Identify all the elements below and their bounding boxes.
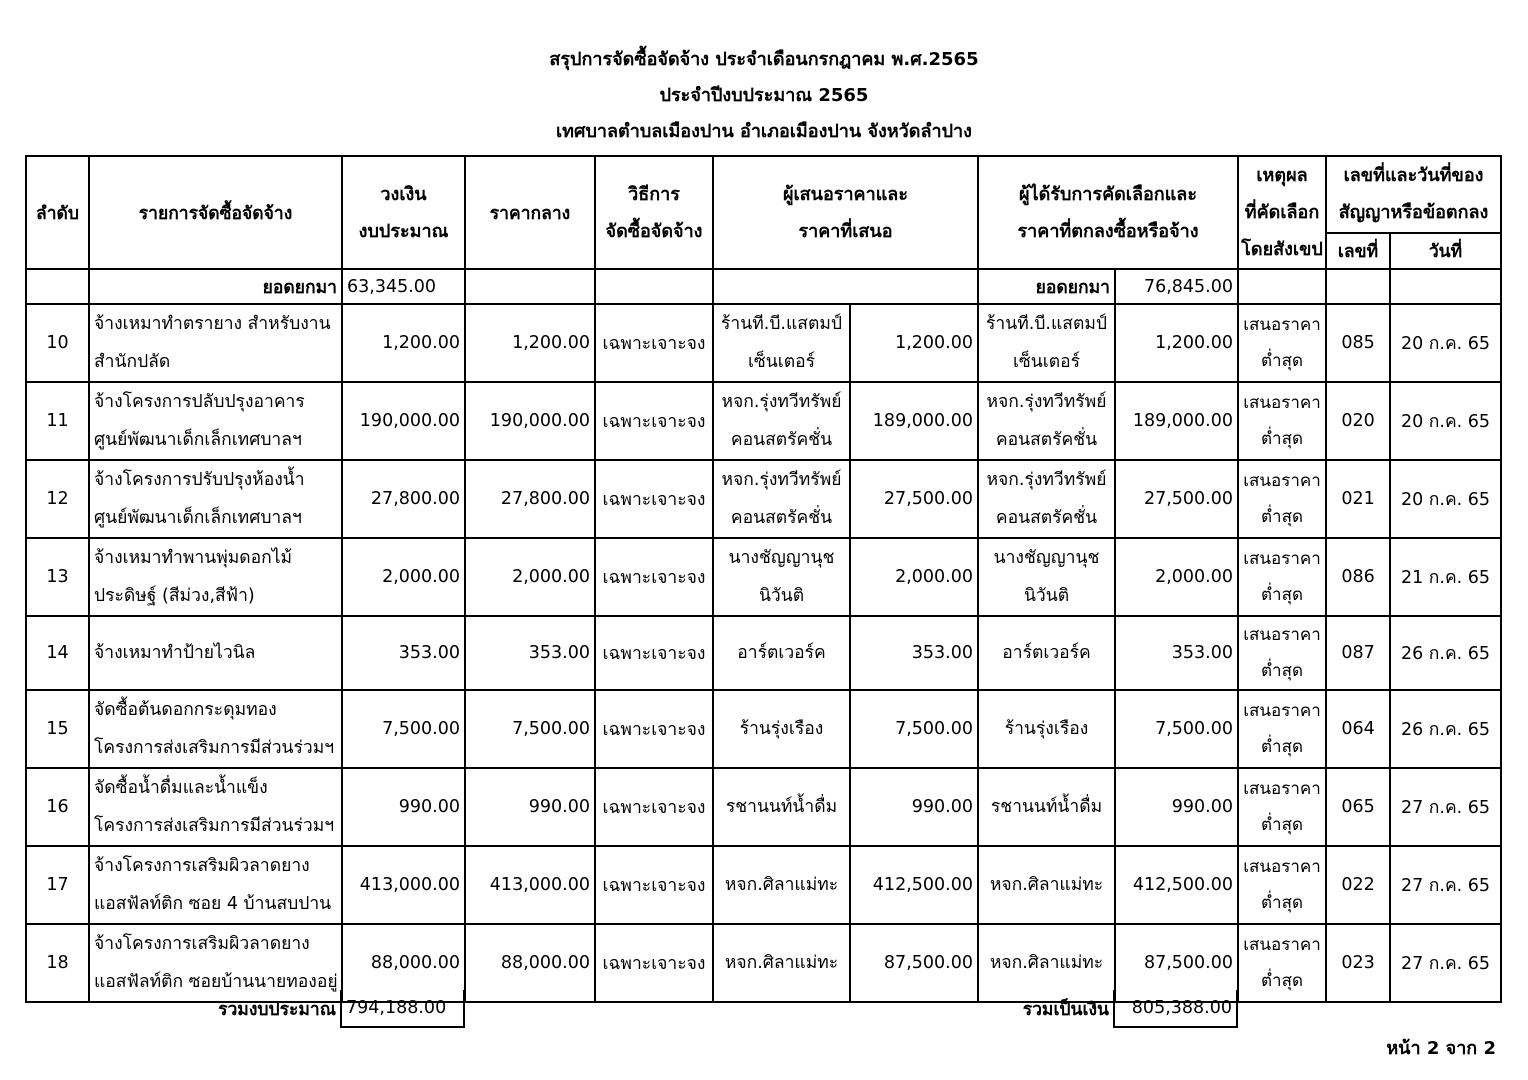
row-bidder: ร้านรุ่งเรือง (713, 690, 850, 768)
row-winner: รชานนท์น้ำดื่ม (978, 768, 1115, 846)
row-winner: ร้านที.บี.แสตมป์ เซ็นเตอร์ (978, 304, 1115, 382)
row-median: 27,800.00 (465, 460, 595, 538)
row-budget: 7,500.00 (342, 690, 465, 768)
row-contract-date: 20 ก.ค. 65 (1390, 304, 1501, 382)
row-method: เฉพาะเจาะจง (595, 382, 713, 460)
row-contract-no: 087 (1326, 616, 1390, 690)
header-row (26, 156, 1501, 233)
row-median: 990.00 (465, 768, 595, 846)
row-contract-date: 20 ก.ค. 65 (1390, 460, 1501, 538)
row-method: เฉพาะเจาะจง (595, 768, 713, 846)
carry-label: ยอดยกมา (89, 269, 342, 304)
row-reason: เสนอราคา ต่ำสุด (1238, 768, 1326, 846)
row-bid-price: 412,500.00 (850, 846, 978, 924)
row-budget: 1,200.00 (342, 304, 465, 382)
row-no: 16 (26, 768, 89, 846)
row-no: 13 (26, 538, 89, 616)
row-bid-price: 87,500.00 (850, 924, 978, 1002)
row-bidder: หจก.รุ่งทวีทรัพย์ คอนสตรัคชั่น (713, 382, 850, 460)
table-row (26, 768, 1501, 846)
row-reason: เสนอราคา ต่ำสุด (1238, 690, 1326, 768)
total-budget-value: 794,188.00 (341, 990, 464, 1027)
row-win-price: 1,200.00 (1115, 304, 1238, 382)
row-bid-price: 27,500.00 (850, 460, 978, 538)
row-item: จัดซื้อต้นดอกกระดุมทอง โครงการส่งเสริมการมีส่วนร่วมฯ (89, 690, 342, 768)
row-no: 15 (26, 690, 89, 768)
row-bid-price: 353.00 (850, 616, 978, 690)
row-median: 413,000.00 (465, 846, 595, 924)
carry-winner-label: ยอดยกมา (978, 269, 1115, 304)
row-item: จัดซื้อน้ำดื่มและน้ำแข็ง โครงการส่งเสริมการมีส่วนร่วมฯ (89, 768, 342, 846)
row-contract-date: 21 ก.ค. 65 (1390, 538, 1501, 616)
table-row (26, 382, 1501, 460)
row-bidder: นางชัญญานุช นิวันติ (713, 538, 850, 616)
row-bidder: ร้านที.บี.แสตมป์ เซ็นเตอร์ (713, 304, 850, 382)
col-reason: เหตุผล ที่คัดเลือก โดยสังเขป (1238, 156, 1326, 269)
total-winner-value: 805,388.00 (1114, 990, 1237, 1027)
row-winner: นางชัญญานุช นิวันติ (978, 538, 1115, 616)
row-budget: 413,000.00 (342, 846, 465, 924)
row-no: 14 (26, 616, 89, 690)
carry-winner-price: 76,845.00 (1115, 269, 1238, 304)
row-contract-date: 27 ก.ค. 65 (1390, 768, 1501, 846)
row-contract-no: 064 (1326, 690, 1390, 768)
row-win-price: 412,500.00 (1115, 846, 1238, 924)
row-win-price: 7,500.00 (1115, 690, 1238, 768)
table-row (26, 304, 1501, 382)
row-winner: ร้านรุ่งเรือง (978, 690, 1115, 768)
col-budget: วงเงิน งบประมาณ (342, 156, 465, 269)
row-method: เฉพาะเจาะจง (595, 690, 713, 768)
col-contract-no: เลขที่ (1326, 233, 1390, 269)
row-budget: 990.00 (342, 768, 465, 846)
row-win-price: 353.00 (1115, 616, 1238, 690)
row-item: จ้างโครงการปลับปรุงอาคาร ศูนย์พัฒนาเด็กเล็กเทศบาลฯ (89, 382, 342, 460)
row-contract-no: 022 (1326, 846, 1390, 924)
row-reason: เสนอราคา ต่ำสุด (1238, 924, 1326, 1002)
table-row (26, 616, 1501, 690)
row-bidder: รชานนท์น้ำดื่ม (713, 768, 850, 846)
row-median: 2,000.00 (465, 538, 595, 616)
col-contract: เลขที่และวันที่ของ สัญญาหรือข้อตกลง (1326, 156, 1501, 233)
row-contract-date: 20 ก.ค. 65 (1390, 382, 1501, 460)
total-budget-label: รวมงบประมาณ (218, 999, 336, 1020)
row-contract-no: 021 (1326, 460, 1390, 538)
row-contract-date: 26 ก.ค. 65 (1390, 690, 1501, 768)
row-no: 12 (26, 460, 89, 538)
table-row (26, 460, 1501, 538)
row-win-price: 2,000.00 (1115, 538, 1238, 616)
row-budget: 2,000.00 (342, 538, 465, 616)
row-contract-no: 020 (1326, 382, 1390, 460)
title-line-3: เทศบาลตำบลเมืองปาน อำเภอเมืองปาน จังหวัดลำปาง (556, 121, 972, 142)
row-item: จ้างโครงการเสริมผิวลาดยาง แอสฟัลท์ติก ซอย 4 บ้านสบปาน (89, 846, 342, 924)
row-method: เฉพาะเจาะจง (595, 460, 713, 538)
table-row (26, 538, 1501, 616)
row-item: จ้างโครงการปรับปรุงห้องน้ำ ศูนย์พัฒนาเด็กเล็กเทศบาลฯ (89, 460, 342, 538)
row-bid-price: 990.00 (850, 768, 978, 846)
carry-budget: 63,345.00 (342, 269, 465, 304)
row-win-price: 27,500.00 (1115, 460, 1238, 538)
document-header (0, 42, 1528, 150)
row-winner: หจก.รุ่งทวีทรัพย์ คอนสตรัคชั่น (978, 382, 1115, 460)
row-reason: เสนอราคา ต่ำสุด (1238, 538, 1326, 616)
row-no: 17 (26, 846, 89, 924)
title-line-2: ประจำปีงบประมาณ 2565 (659, 85, 869, 106)
row-contract-date: 26 ก.ค. 65 (1390, 616, 1501, 690)
row-bid-price: 1,200.00 (850, 304, 978, 382)
row-item: จ้างเหมาทำพานพุ่มดอกไม้ ประดิษฐ์ (สีม่วง,สีฟ้า) (89, 538, 342, 616)
row-no: 18 (26, 924, 89, 1002)
row-winner: หจก.รุ่งทวีทรัพย์ คอนสตรัคชั่น (978, 460, 1115, 538)
row-bid-price: 2,000.00 (850, 538, 978, 616)
row-bid-price: 7,500.00 (850, 690, 978, 768)
row-median: 7,500.00 (465, 690, 595, 768)
col-median: ราคากลาง (465, 156, 595, 269)
row-bidder: หจก.ศิลาแม่ทะ (713, 846, 850, 924)
row-winner: หจก.ศิลาแม่ทะ (978, 924, 1115, 1002)
row-bid-price: 189,000.00 (850, 382, 978, 460)
carry-forward-row (26, 269, 1501, 304)
row-bidder: หจก.รุ่งทวีทรัพย์ คอนสตรัคชั่น (713, 460, 850, 538)
row-no: 11 (26, 382, 89, 460)
col-contract-date: วันที่ (1390, 233, 1501, 269)
row-contract-no: 086 (1326, 538, 1390, 616)
row-no: 10 (26, 304, 89, 382)
row-item: จ้างเหมาทำป้ายไวนิล (89, 616, 342, 690)
row-budget: 27,800.00 (342, 460, 465, 538)
col-item: รายการจัดซื้อจัดจ้าง (89, 156, 342, 269)
row-contract-no: 065 (1326, 768, 1390, 846)
procurement-table (25, 155, 1502, 1003)
row-method: เฉพาะเจาะจง (595, 846, 713, 924)
row-median: 353.00 (465, 616, 595, 690)
row-win-price: 87,500.00 (1115, 924, 1238, 1002)
col-bidder: ผู้เสนอราคาและ ราคาที่เสนอ (713, 156, 978, 269)
col-winner: ผู้ได้รับการคัดเลือกและ ราคาที่ตกลงซื้อหรือจ้าง (978, 156, 1238, 269)
row-bidder: หจก.ศิลาแม่ทะ (713, 924, 850, 1002)
row-reason: เสนอราคา ต่ำสุด (1238, 616, 1326, 690)
row-method: เฉพาะเจาะจง (595, 616, 713, 690)
row-budget: 88,000.00 (342, 924, 465, 1002)
row-contract-date: 27 ก.ค. 65 (1390, 846, 1501, 924)
row-bidder: อาร์ตเวอร์ค (713, 616, 850, 690)
row-median: 1,200.00 (465, 304, 595, 382)
row-reason: เสนอราคา ต่ำสุด (1238, 460, 1326, 538)
row-contract-no: 023 (1326, 924, 1390, 1002)
row-budget: 353.00 (342, 616, 465, 690)
row-item: จ้างโครงการเสริมผิวลาดยาง แอสฟัลท์ติก ซอยบ้านนายทองอยู่ (89, 924, 342, 1002)
row-contract-date: 27 ก.ค. 65 (1390, 924, 1501, 1002)
col-no: ลำดับ (26, 156, 89, 269)
row-median: 190,000.00 (465, 382, 595, 460)
row-winner: หจก.ศิลาแม่ทะ (978, 846, 1115, 924)
row-win-price: 189,000.00 (1115, 382, 1238, 460)
col-method: วิธีการ จัดซื้อจัดจ้าง (595, 156, 713, 269)
row-winner: อาร์ตเวอร์ค (978, 616, 1115, 690)
row-win-price: 990.00 (1115, 768, 1238, 846)
row-reason: เสนอราคา ต่ำสุด (1238, 304, 1326, 382)
title-line-1: สรุปการจัดซื้อจัดจ้าง ประจำเดือนกรกฎาคม พ.ศ.2565 (549, 49, 979, 70)
totals-row (25, 990, 1500, 1028)
row-contract-no: 085 (1326, 304, 1390, 382)
row-method: เฉพาะเจาะจง (595, 924, 713, 1002)
row-median: 88,000.00 (465, 924, 595, 1002)
row-method: เฉพาะเจาะจง (595, 538, 713, 616)
table-row (26, 690, 1501, 768)
row-reason: เสนอราคา ต่ำสุด (1238, 846, 1326, 924)
row-reason: เสนอราคา ต่ำสุด (1238, 382, 1326, 460)
row-budget: 190,000.00 (342, 382, 465, 460)
row-method: เฉพาะเจาะจง (595, 304, 713, 382)
page-number: หน้า 2 จาก 2 (1386, 1038, 1496, 1059)
row-item: จ้างเหมาทำตรายาง สำหรับงาน สำนักปลัด (89, 304, 342, 382)
total-winner-label: รวมเป็นเงิน (1022, 999, 1109, 1020)
table-row (26, 846, 1501, 924)
